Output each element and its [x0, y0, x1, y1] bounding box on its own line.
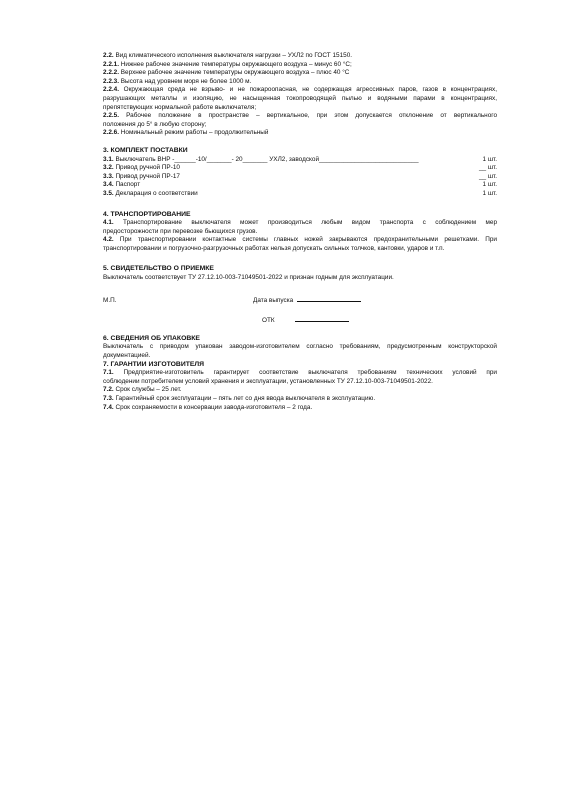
clause-2-2: [103, 52, 497, 61]
item-text: Паспорт: [113, 181, 141, 189]
clause-text: Гарантийный срок эксплуатации – пять лет со дня ввода выключателя в эксплуатацию.: [113, 395, 376, 402]
clause-7-1: [103, 369, 497, 386]
clause-2-2-5: [103, 112, 497, 129]
document-content: [103, 52, 497, 412]
clause-number: 4.1.: [103, 219, 114, 227]
packaging-text: Выключатель с приводом упакован заводом-изготовителем согласно требованиям, предусмотренным конструкторской: [103, 343, 497, 351]
clause-text: соблюдении потребителем условий хранения и эксплуатации, установленных ТУ 27.12.10-003-71049501-2022.: [103, 377, 433, 385]
item-text: Декларация о соответствии: [113, 189, 198, 197]
clause-text: Номинальный режим работы – продолжительный: [119, 129, 269, 137]
release-date-row: [103, 295, 497, 306]
clause-4-2: [103, 236, 497, 253]
clause-number: 3.3.: [103, 172, 114, 180]
section-heading-packaging: 6. СВЕДЕНИЯ ОБ УПАКОВКЕ: [103, 334, 200, 342]
delivery-item-3-5: [103, 190, 497, 199]
clause-text: Верхнее рабочее значение температуры окружающего воздуха – плюс 40 °С: [119, 69, 350, 77]
item-text: Привод ручной ПР-10: [113, 164, 180, 172]
clause-text: Нижнее рабочее значение температуры окружающего воздуха – минус 60 °С;: [119, 60, 352, 68]
clause-7-4: [103, 404, 497, 413]
clause-text: При транспортировании контактные системы главных ножей закрываются предохранительными решетками. При: [113, 236, 497, 244]
delivery-item-3-2: [103, 164, 497, 173]
item-quantity: 1 шт.: [482, 155, 497, 163]
clause-7-2: [103, 386, 497, 395]
delivery-item-3-3: [103, 173, 497, 182]
clause-text: Предприятие-изготовитель гарантирует соответствие выключателя требованиям технических условий при: [113, 369, 497, 377]
packaging-text: документацией.: [103, 352, 151, 360]
release-date-line: [297, 295, 361, 302]
clause-text: Высота над уровнем моря не более 1000 м.: [119, 77, 252, 85]
clause-number: 3.2.: [103, 164, 114, 172]
clause-2-2-1: [103, 61, 497, 70]
clause-text: препятствующих нормальной работе выключателя;: [103, 103, 257, 111]
clause-number: 7.1.: [103, 369, 114, 377]
item-quantity: 1 шт.: [482, 189, 497, 197]
clause-text: Вид климатического исполнения выключателя нагрузки – УХЛ2 по ГОСТ 15150.: [113, 52, 353, 59]
acceptance-statement: Выключатель соответствует ТУ 27.12.10-003-71049501-2022 и признан годным для эксплуатации.: [103, 274, 394, 282]
delivery-item-3-4: [103, 181, 497, 190]
item-text: Выключатель ВНР -______-10/_______- 20_______ УХЛ2, заводской____________________________: [113, 155, 419, 163]
clause-number: 3.4.: [103, 181, 114, 189]
clause-text: разрушающих металлы и изоляцию, не насыщенная токопроводящей пылью и водяными парами в концентрациях,: [103, 94, 497, 102]
item-quantity: 1 шт.: [482, 181, 497, 189]
clause-text: предосторожности при перевозке бьющихся грузов.: [103, 227, 258, 235]
item-text: Привод ручной ПР-17: [113, 172, 180, 180]
section-heading-acceptance-certificate: 5. СВИДЕТЕЛЬСТВО О ПРИЕМКЕ: [103, 265, 214, 273]
clause-4-1: [103, 219, 497, 236]
qc-label: ОТК: [262, 317, 275, 325]
release-date-label: Дата выпуска: [253, 296, 294, 304]
clause-number: 2.2.3.: [103, 77, 119, 85]
clause-number: 2.2.6.: [103, 129, 119, 137]
clause-text: Транспортирование выключателя может производиться любым видом транспорта с соблюдением мер: [113, 219, 497, 227]
clause-number: 7.4.: [103, 403, 114, 411]
clause-number: 3.5.: [103, 189, 114, 197]
clause-text: транспортировании и погрузочно-разгрузочных работах нельзя допускать сильных толчков, кантовки, ударов и т.п.: [103, 244, 445, 252]
clause-number: 7.2.: [103, 386, 114, 394]
clause-text: Окружающая среда не взрыво- и не пожароопасная, не содержащая агрессивных паров, газов в концентрациях,: [119, 86, 497, 94]
clause-2-2-3: [103, 78, 497, 87]
delivery-item-3-1: [103, 156, 497, 165]
clause-2-2-4: [103, 86, 497, 112]
clause-text: Рабочее положение в пространстве – вертикальное, при этом допускается отклонение от вертикального: [119, 112, 497, 120]
clause-2-2-6: [103, 129, 497, 138]
stamp-place-label: М.П.: [103, 296, 117, 304]
clause-7-3: [103, 395, 497, 404]
clause-text: Срок сохраняемости в консервации завода-изготовителя – 2 года.: [113, 403, 313, 411]
section-heading-warranty: 7. ГАРАНТИИ ИЗГОТОВИТЕЛЯ: [103, 360, 205, 368]
clause-2-2-2: [103, 69, 497, 78]
clause-number: 7.3.: [103, 395, 114, 402]
section-heading-transportation: 4. ТРАНСПОРТИРОВАНИЕ: [103, 210, 191, 218]
qc-row: [103, 315, 497, 326]
clause-number: 2.2.1.: [103, 60, 119, 68]
clause-text: Срок службы – 25 лет.: [113, 386, 182, 394]
clause-number: 2.2.5.: [103, 112, 119, 120]
item-quantity: __ шт.: [478, 172, 497, 180]
clause-number: 4.2.: [103, 236, 114, 244]
clause-number: 2.2.2.: [103, 69, 119, 77]
item-quantity: __ шт.: [478, 164, 497, 172]
clause-text: положения до 5° в любую сторону;: [103, 120, 207, 128]
clause-number: 3.1.: [103, 155, 114, 163]
clause-number: 2.2.: [103, 52, 114, 59]
section-heading-delivery-set: 3. КОМПЛЕКТ ПОСТАВКИ: [103, 146, 188, 154]
clause-number: 2.2.4.: [103, 86, 119, 94]
qc-signature-line: [295, 315, 349, 322]
